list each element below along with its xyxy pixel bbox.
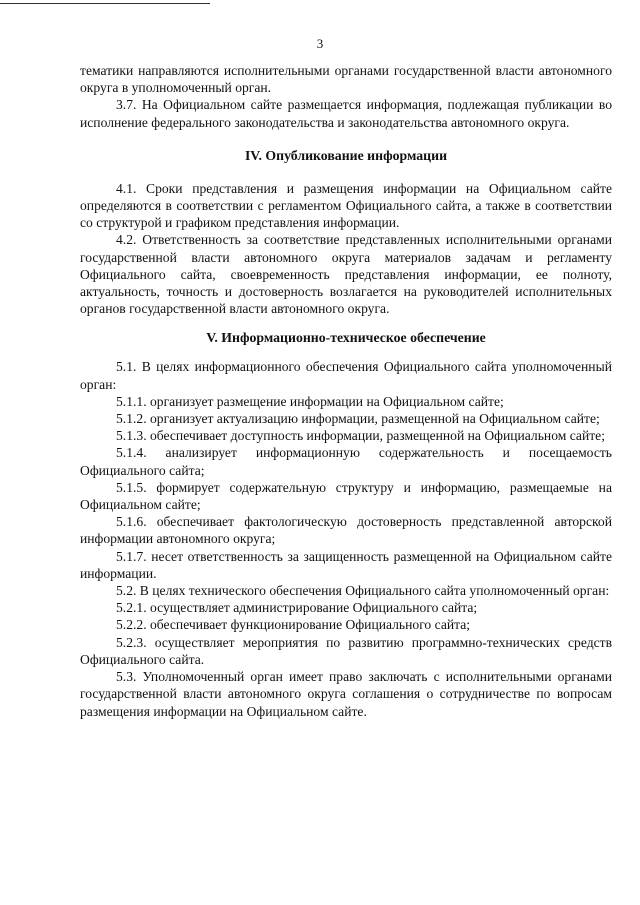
paragraph-3-7: 3.7. На Официальном сайте размещается информация, подлежащая публикации во исполнение федерального законодательства и законодательства автономного округа. — [80, 97, 612, 130]
paragraph-5-1-6: 5.1.6. обеспечивает фактологическую достоверность представленной авторской информации автономного округа; — [80, 514, 612, 547]
paragraph-5-2-1: 5.2.1. осуществляет администрирование Официального сайта; — [116, 600, 478, 616]
paragraph-5-3: 5.3. Уполномоченный орган имеет право заключать с исполнительными органами государственной власти автономного округа соглашения о сотрудничестве по вопросам размещения информации на Официальном сайте. — [80, 669, 612, 719]
paragraph-5-1: 5.1. В целях информационного обеспечения Официального сайта уполномоченный орган: — [80, 359, 612, 392]
paragraph-5-2-3: 5.2.3. осуществляет мероприятия по развитию программно-технических средств Официального сайта. — [80, 634, 612, 667]
section-4-heading: IV. Опубликование информации — [244, 147, 448, 163]
paragraph-5-1-1: 5.1.1. организует размещение информации на Официальном сайте; — [116, 393, 504, 409]
paragraph-5-1-4: 5.1.4. анализирует информационную содержательность и посещаемость Официального сайта; — [80, 445, 612, 478]
paragraph-5-1-3: 5.1.3. обеспечивает доступность информации, размещенной на Официальном сайте; — [116, 428, 605, 444]
paragraph-5-1-2: 5.1.2. организует актуализацию информации, размещенной на Официальном сайте; — [116, 411, 600, 427]
paragraph-4-1: 4.1. Сроки представления и размещения информации на Официальном сайте определяются в соответствии с регламентом Официального сайта, а также в соответствии со структурой и графиком представления информации. — [80, 180, 612, 231]
page-number: 3 — [316, 36, 324, 51]
paragraph-5-1-5: 5.1.5. формирует содержательную структуру и информацию, размещаемые на Официальном сайте; — [80, 479, 612, 513]
paragraph-5-1-7: 5.1.7. несет ответственность за защищенность размещенной на Официальном сайте информации. — [80, 548, 612, 581]
document-body — [80, 62, 612, 720]
paragraph-4-2: 4.2. Ответственность за соответствие представленных исполнительными органами государственной власти автономного округа материалов задачам и регламенту Официального сайта, своевременность представления информации, ее полноту, актуальность, точность и достоверность возлагается на руководителей исполнительных органов государственной власти автономного округа. — [80, 232, 612, 317]
paragraph-5-2-2: 5.2.2. обеспечивает функционирование Официального сайта; — [116, 617, 471, 633]
header-rule — [0, 3, 210, 4]
paragraph-intro-continuation: тематики направляются исполнительными органами государственной власти автономного округа в уполномоченный орган. — [80, 63, 612, 96]
section-5-heading: V. Информационно-техническое обеспечение — [206, 330, 486, 346]
paragraph-5-2: 5.2. В целях технического обеспечения Официального сайта уполномоченный орган: — [116, 583, 610, 599]
